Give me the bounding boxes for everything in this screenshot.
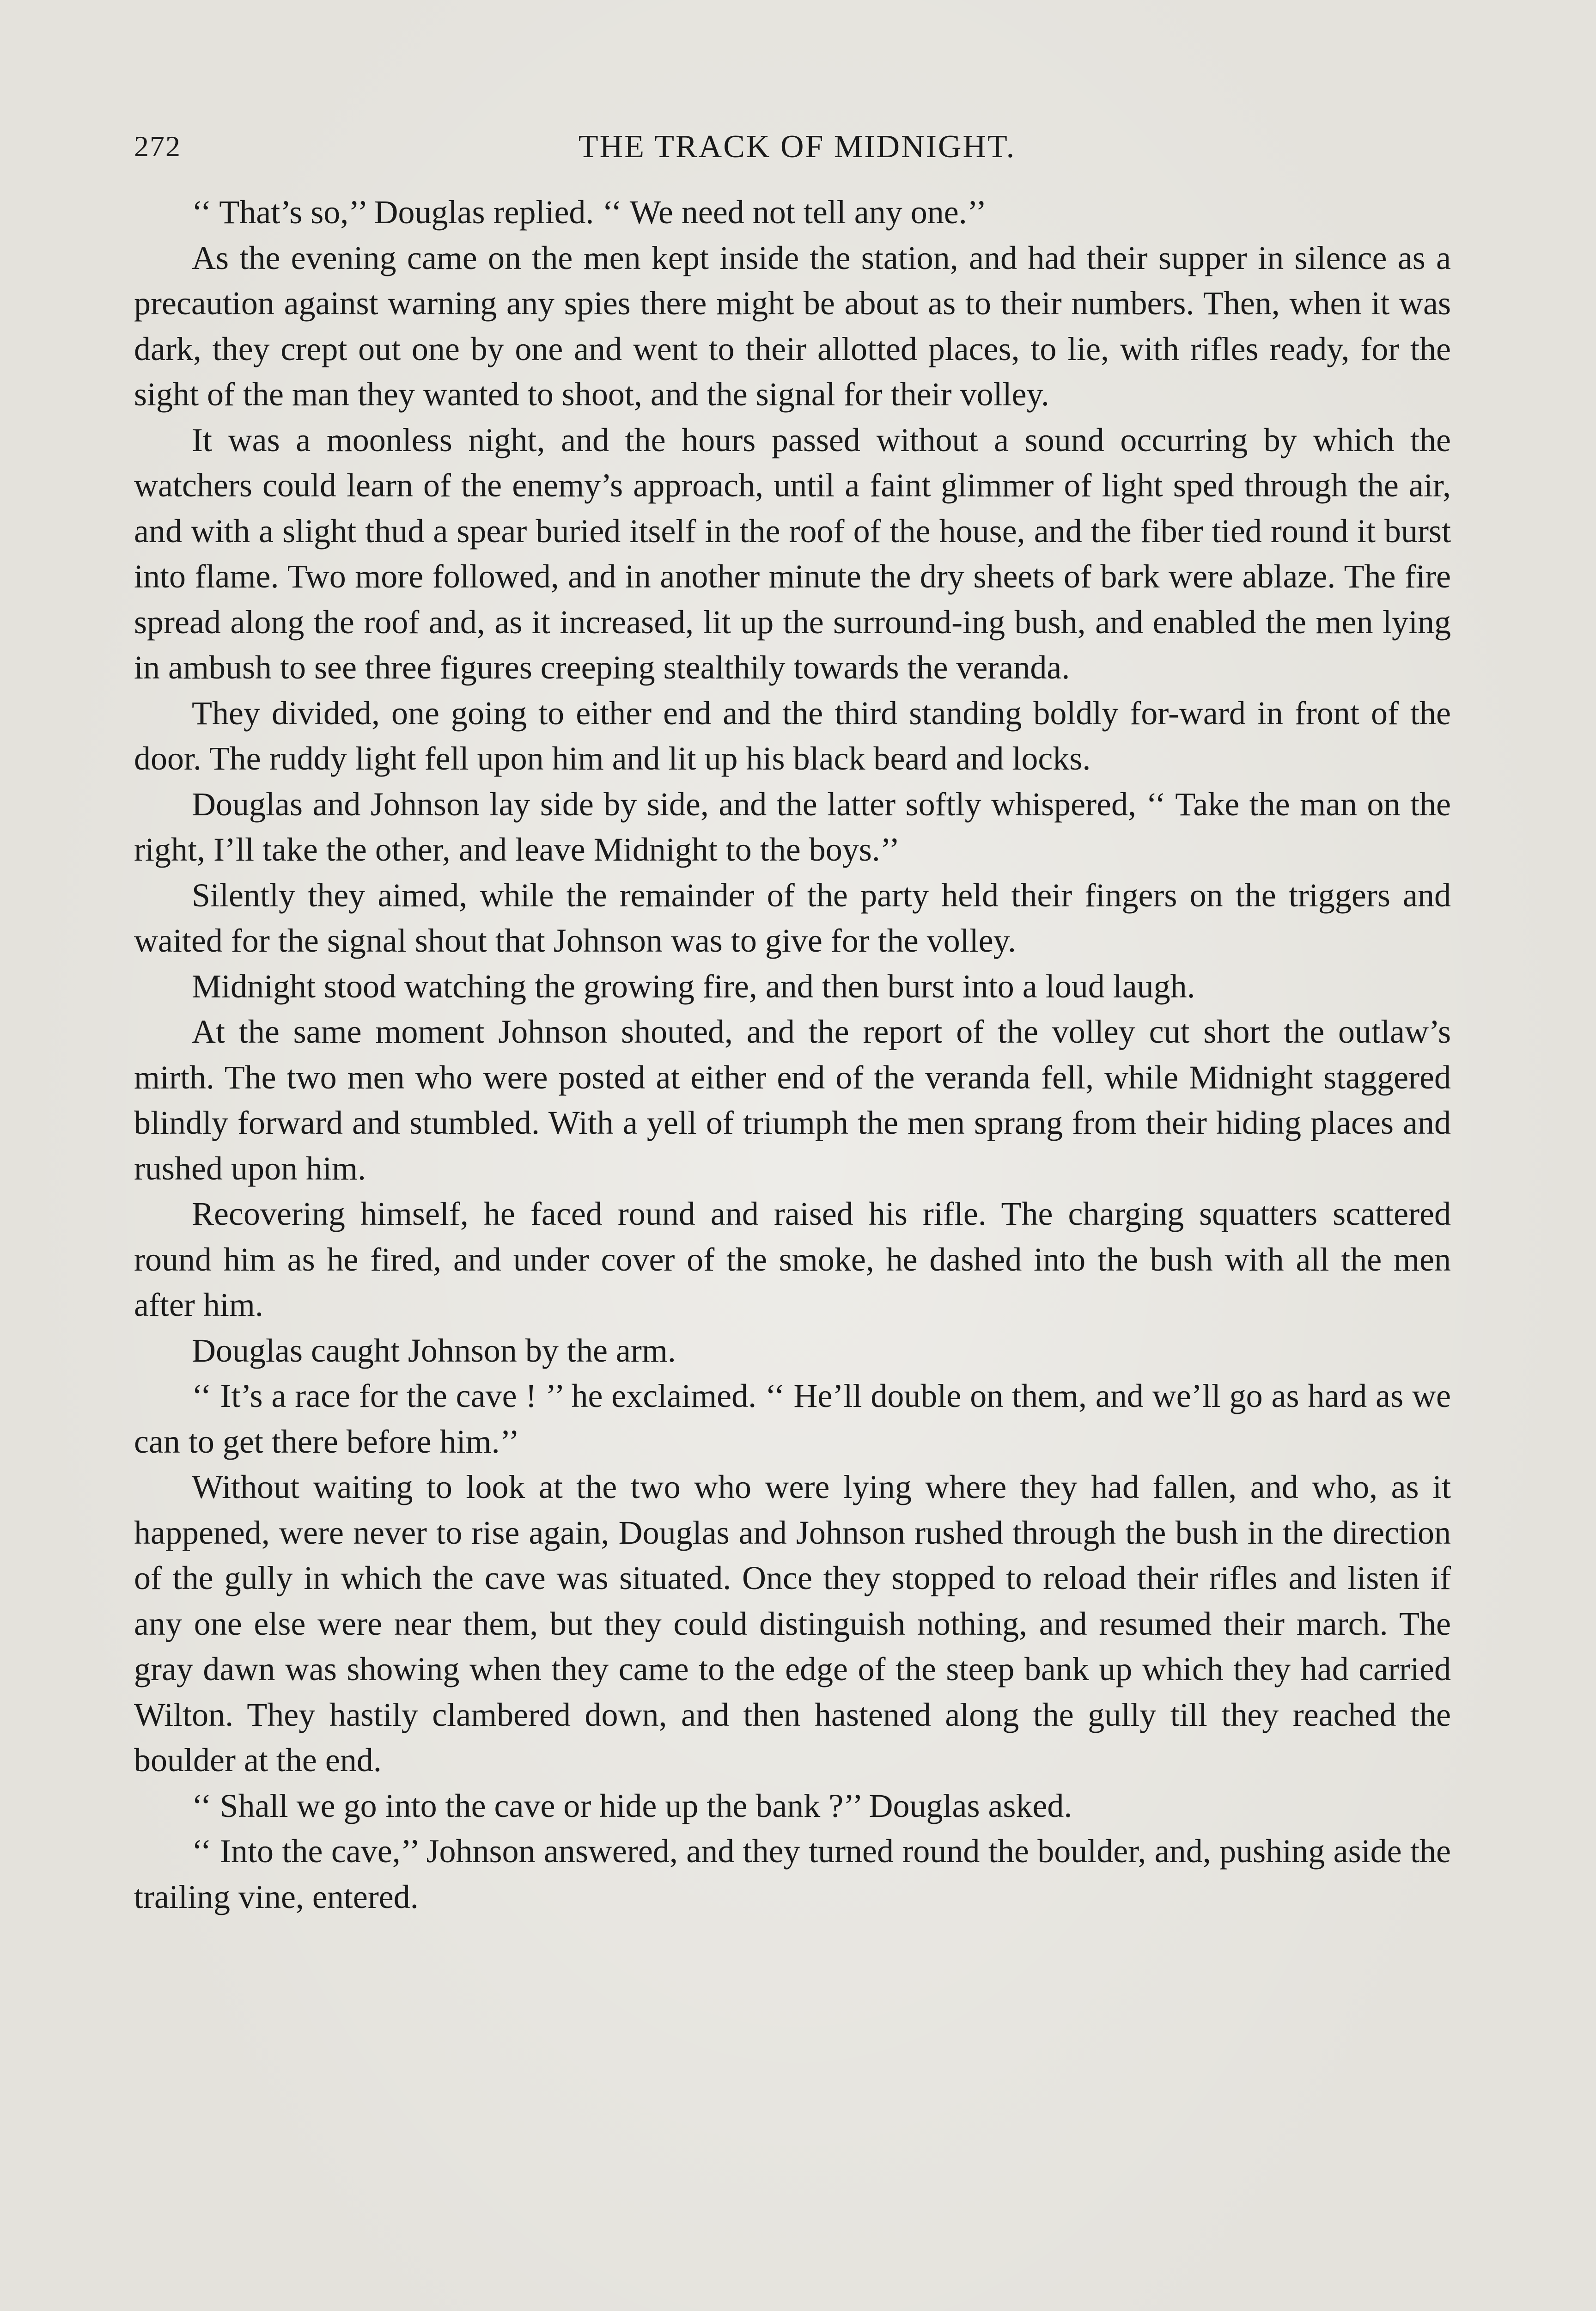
paragraph: ‘‘ That’s so,’’ Douglas replied. ‘‘ We need not tell any one.’’	[192, 194, 987, 231]
page-header	[134, 116, 1460, 171]
paragraph: Midnight stood watching the growing fire, and then burst into a loud laugh.	[192, 967, 1195, 1005]
paragraph: ‘‘ Shall we go into the cave or hide up the bank ?’’ Douglas asked.	[192, 1787, 1072, 1824]
paragraph: ‘‘ It’s a race for the cave ! ’’ he exclaimed. ‘‘ He’ll double on them, and we’ll go as hard as we can to get there before him.’’	[134, 1377, 1451, 1460]
page-number: 272	[134, 130, 181, 163]
paragraph: Douglas and Johnson lay side by side, and the latter softly whispered, ‘‘ Take the man on the right, I’ll take the other, and leave Midnight to the boys.’’	[134, 785, 1451, 868]
paragraph: Without waiting to look at the two who were lying where they had fallen, and who, as it happened, were never to rise again, Douglas and Johnson rushed through the bush in the direction of the gully in which the cave was situated. Once they stopped to reload their rifles and listen if any one else were near them, but they could distinguish nothing, and resumed their march. The gray dawn was showing when they came to the edge of the steep bank up which they had carried Wilton. They hastily clambered down, and then hastened along the gully till they reached the boulder at the end.	[134, 1468, 1451, 1779]
paragraph: Recovering himself, he faced round and raised his rifle. The charging squatters scattered round him as he fired, and under cover of the smoke, he dashed into the bush with all the men after him.	[134, 1195, 1451, 1323]
paragraph: ‘‘ Into the cave,’’ Johnson answered, and they turned round the boulder, and, pushing aside the trailing vine, entered.	[134, 1833, 1451, 1915]
paragraph: It was a moonless night, and the hours passed without a sound occurring by which the watchers could learn of the enemy’s approach, until a faint glimmer of light sped through the air, and with a slight thud a spear buried itself in the roof of the house, and the fiber tied round it burst into flame. Two more followed, and in another minute the dry sheets of bark were ablaze. The fire spread along the roof and, as it increased, lit up the surround-ing bush, and enabled the men lying in ambush to see three figures creeping stealthily towards the veranda.	[134, 421, 1451, 686]
body-text	[134, 190, 1451, 1920]
paragraph: Douglas caught Johnson by the arm.	[192, 1332, 676, 1369]
paragraph: They divided, one going to either end and the third standing boldly for-ward in front of the door. The ruddy light fell upon him and lit up his black beard and locks.	[134, 694, 1451, 777]
paragraph: At the same moment Johnson shouted, and the report of the volley cut short the outlaw’s mirth. The two men who were posted at either end of the veranda fell, while Midnight staggered blindly forward and stumbled. With a yell of triumph the men sprang from their hiding places and rushed upon him.	[134, 1013, 1451, 1187]
paragraph: As the evening came on the men kept inside the station, and had their supper in silence as a precaution against warning any spies there might be about as to their numbers. Then, when it was dark, they crept out one by one and went to their allotted places, to lie, with rifles ready, for the sight of the man they wanted to shoot, and the signal for their volley.	[134, 239, 1451, 413]
running-title: THE TRACK OF MIDNIGHT.	[578, 129, 1016, 165]
paragraph: Silently they aimed, while the remainder of the party held their fingers on the triggers and waited for the signal shout that Johnson was to give for the volley.	[134, 876, 1451, 959]
